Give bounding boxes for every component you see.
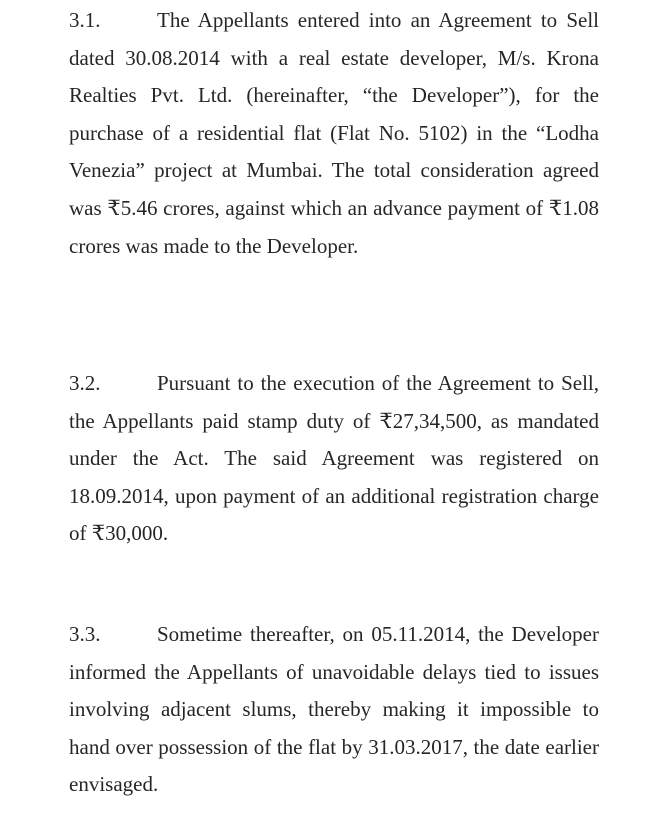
paragraph-number: 3.1. [69,8,101,32]
paragraph-3-3 [69,616,599,804]
paragraph-number: 3.2. [69,371,101,395]
paragraph-text: The Appellants entered into an Agreement to Sell dated 30.08.2014 with a real estate developer, M/s. Krona Realties Pvt. Ltd. (hereinafter, “the Developer”), for the purchase of a residential flat (Flat No. 5102) in the “Lodha Venezia” project at Mumbai. The total consideration agreed was ₹5.46 crores, against which an advance payment of ₹1.08 crores was made to the Developer. [69,8,599,258]
paragraph-text: Sometime thereafter, on 05.11.2014, the Developer informed the Appellants of unavoidable delays tied to issues involving adjacent slums, thereby making it impossible to hand over possession of the flat by 31.03.2017, the date earlier envisaged. [69,622,599,797]
paragraph-number: 3.3. [69,622,101,646]
paragraph-3-1 [69,2,599,265]
paragraph-3-2 [69,365,599,553]
paragraph-text: Pursuant to the execution of the Agreement to Sell, the Appellants paid stamp duty of ₹27,34,500, as mandated under the Act. The said Agreement was registered on 18.09.2014, upon payment of an additional registration charge of ₹30,000. [69,371,599,546]
